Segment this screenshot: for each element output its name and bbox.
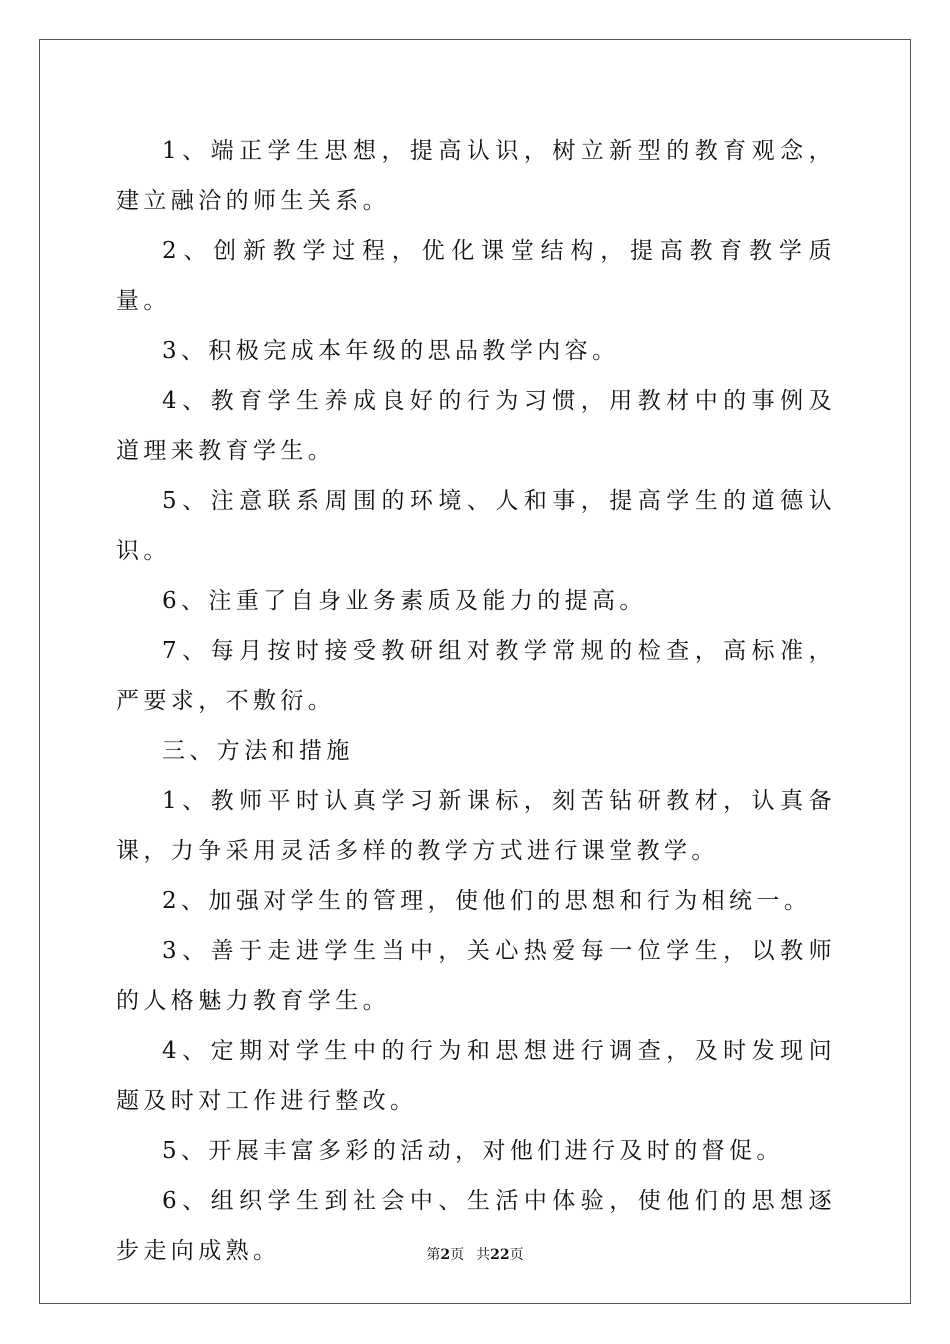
measure-5: 5、开展丰富多彩的活动，对他们进行及时的督促。 — [162, 1138, 784, 1164]
total-suffix: 页 — [509, 1247, 524, 1263]
paragraph-1: 1、端正学生思想，提高认识，树立新型的教育观念，建立融洽的师生关系。 — [116, 138, 836, 214]
page-number: 2 — [440, 1247, 451, 1263]
paragraph-2: 2、创新教学过程，优化课堂结构，提高教育教学质量。 — [116, 238, 836, 314]
paragraph-7: 7、每月按时接受教研组对教学常规的检查，高标准，严要求，不敷衍。 — [116, 638, 836, 714]
section-heading: 三、方法和措施 — [162, 738, 354, 764]
measure-6: 6、组织学生到社会中、生活中体验，使他们的思想逐步走向成熟。 — [116, 1188, 836, 1264]
document-body — [116, 126, 836, 1276]
paragraph-4: 4、教育学生养成良好的行为习惯，用教材中的事例及道理来教育学生。 — [116, 388, 836, 464]
measure-4: 4、定期对学生中的行为和思想进行调查，及时发现问题及时对工作进行整改。 — [116, 1038, 836, 1114]
total-pages: 22 — [490, 1247, 510, 1263]
page-suffix: 页 — [450, 1247, 465, 1263]
paragraph-5: 5、注意联系周围的环境、人和事，提高学生的道德认识。 — [116, 488, 836, 564]
measure-3: 3、善于走进学生当中，关心热爱每一位学生，以教师的人格魅力教育学生。 — [116, 938, 836, 1014]
total-prefix: 共 — [476, 1247, 491, 1263]
page-footer — [0, 1245, 950, 1265]
paragraph-6: 6、注重了自身业务素质及能力的提高。 — [162, 588, 647, 614]
measure-2: 2、加强对学生的管理，使他们的思想和行为相统一。 — [162, 888, 812, 914]
measure-1: 1、教师平时认真学习新课标，刻苦钻研教材，认真备课，力争采用灵活多样的教学方式进行课堂教学。 — [116, 788, 836, 864]
paragraph-3: 3、积极完成本年级的思品教学内容。 — [162, 338, 620, 364]
page-prefix: 第 — [426, 1247, 441, 1263]
